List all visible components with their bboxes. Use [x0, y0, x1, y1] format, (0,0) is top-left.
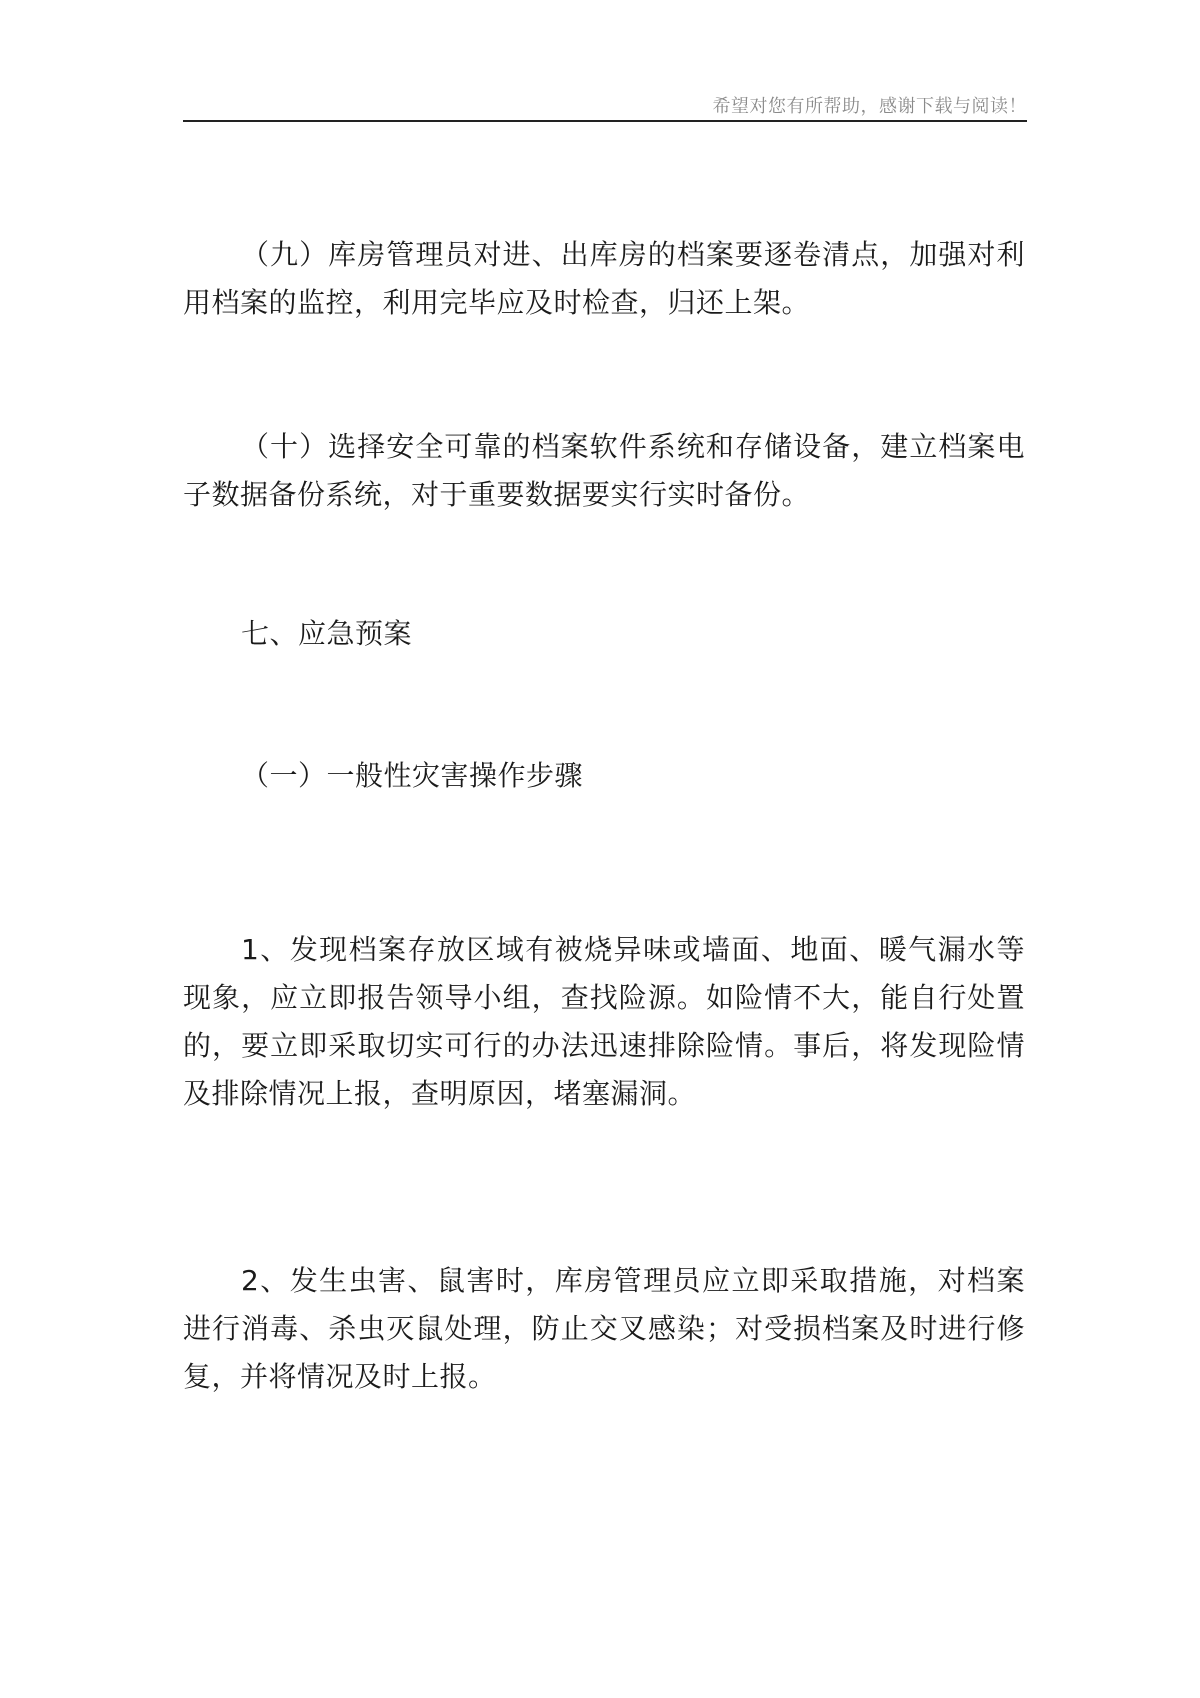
paragraph-item-9: （九）库房管理员对进、出库房的档案要逐卷清点，加强对利用档案的监控，利用完毕应及时检查，归还上架。	[183, 238, 1025, 319]
section-7-heading: 七、应急预案	[241, 617, 413, 650]
header-note: 希望对您有所帮助，感谢下载与阅读！	[712, 96, 1027, 117]
subsection-1-heading: （一）一般性灾害操作步骤	[241, 759, 584, 792]
page-header	[183, 80, 1027, 122]
paragraph-step-2: 2、发生虫害、鼠害时，库房管理员应立即采取措施，对档案进行消毒、杀虫灭鼠处理，防止交叉感染；对受损档案及时进行修复，并将情况及时上报。	[183, 1264, 1025, 1393]
paragraph-step-1: 1、发现档案存放区域有被烧异味或墙面、地面、暖气漏水等现象，应立即报告领导小组，查找险源。如险情不大，能自行处置的，要立即采取切实可行的办法迅速排除险情。事后，将发现险情及排除情况上报，查明原因，堵塞漏洞。	[183, 933, 1025, 1110]
paragraph-item-10: （十）选择安全可靠的档案软件系统和存储设备，建立档案电子数据备份系统，对于重要数据要实行实时备份。	[183, 430, 1025, 511]
